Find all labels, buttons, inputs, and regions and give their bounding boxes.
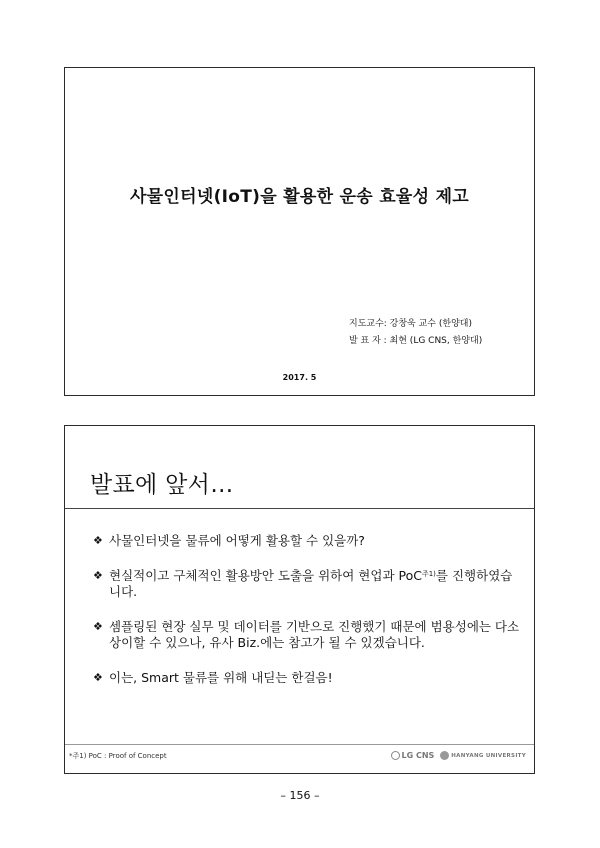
presentation-title: 사물인터넷(IoT)을 활용한 운송 효율성 제고	[129, 187, 470, 207]
bullet-text: 이는, Smart 물류를 위해 내딛는 한걸음!	[109, 670, 333, 685]
footer-logos	[391, 751, 527, 760]
bullet-text: 셈플링된 현장 실무 및 데이터를 기반으로 진행했기 때문에 범용성에는 다소 상이할 수 있으나, 유사 Biz.에는 참고가 될 수 있겠습니다.	[109, 619, 520, 650]
diamond-bullet-icon: ❖	[93, 534, 103, 547]
hanyang-logo: HANYANG UNIVERSITY	[440, 751, 526, 760]
intro-slide	[64, 425, 535, 774]
slide-title: 발표에 앞서…	[90, 472, 234, 498]
footnote: *주1) PoC : Proof of Concept	[69, 752, 167, 760]
bullet-list	[93, 533, 523, 705]
title-slide	[64, 67, 535, 396]
bullet-text: 사물인터넷을 물류에 어떻게 활용할 수 있을까?	[109, 533, 365, 548]
bullet-text-part: 를 진행하였습니다.	[109, 568, 513, 599]
university-seal-icon	[440, 751, 449, 760]
diamond-bullet-icon: ❖	[93, 569, 103, 582]
presenter-line: 발 표 자 : 최현 (LG CNS, 한양대)	[349, 336, 483, 346]
list-item	[93, 670, 523, 686]
footer-divider	[65, 744, 534, 745]
list-item	[93, 533, 523, 549]
bullet-text-part: 현실적이고 구체적인 활용방안 도출을 위하여 현업과 PoC	[109, 568, 422, 583]
diamond-bullet-icon: ❖	[93, 620, 103, 633]
footnote-ref: 주1)	[421, 570, 436, 578]
list-item	[93, 568, 523, 600]
advisor-line: 지도교수: 강창욱 교수 (한양대)	[349, 319, 472, 329]
list-item	[93, 619, 523, 651]
lg-cns-logo: LG CNS	[391, 751, 435, 760]
diamond-bullet-icon: ❖	[93, 671, 103, 684]
presentation-date: 2017. 5	[282, 373, 317, 382]
title-divider	[65, 508, 534, 509]
page-number: – 156 –	[280, 789, 320, 802]
credits-block	[349, 316, 482, 350]
lg-circle-icon	[391, 751, 400, 760]
bullet-text	[109, 568, 523, 600]
